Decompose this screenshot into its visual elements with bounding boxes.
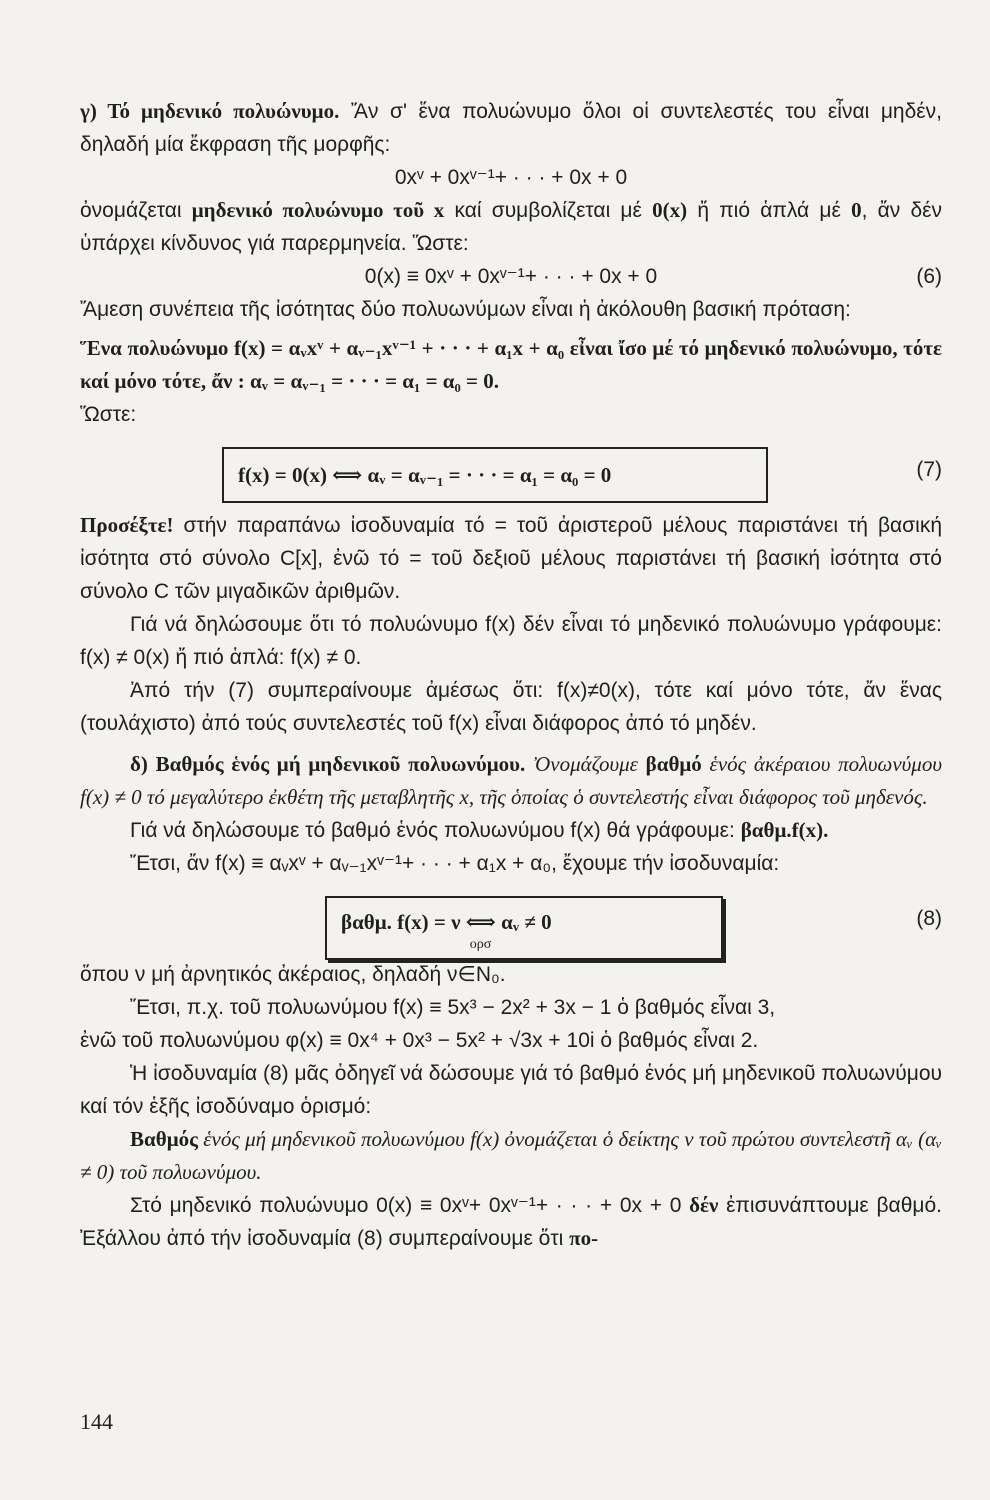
paragraph-degree-definition: δ) Βαθμός ἑνός μή μηδενικοῦ πολυωνύμου. Ὀνομάζουμε βαθμό ἑνός ἀκέραιου πολυωνύμου f(x) ≠ 0 τό μεγαλύτερο ἐκθέτη τῆς μεταβλητῆς x, τῆς ὁποίας ὁ συντελεστής εἶναι διάφορος τοῦ μηδενός. [80, 752, 942, 809]
basic-proposition: Ἕνα πολυώνυμο f(x) = αᵥxᵛ + αᵥ₋₁xᵛ⁻¹ + · · · + α₁x + α₀ εἶναι ἴσο μέ τό μηδενικό πολυώνυμο, τότε καί μόνο τότε, ἄν : αᵥ = αᵥ₋₁ = · · · = α₁ = α₀ = 0. [80, 336, 942, 393]
page-number: 144 [80, 1409, 113, 1434]
equation-8-number: (8) [916, 907, 942, 930]
paragraph-zero-polynomial-name: ὀνομάζεται μηδενικό πολυώνυμο τοῦ x καί συμβολίζεται μέ 0(x) ἤ πιό ἁπλά μέ 0, ἄν δέν ὑπάρχει κίνδυνος γιά παρερμηνεία. Ὥστε: [80, 198, 942, 255]
paragraph-where: ὅπου ν μή ἀρνητικός ἀκέραιος, δηλαδή ν∈N₀. [80, 963, 506, 986]
equation-7-row [80, 439, 942, 509]
equation-7: f(x) = 0(x) ⟺ αᵥ = αᵥ₋₁ = · · · = α₁ = α₀ = 0 [238, 463, 612, 487]
expression-zero-form: 0xᵛ + 0xᵛ⁻¹+ · · · + 0x + 0 [394, 166, 628, 189]
equation-8-row [80, 888, 942, 958]
paragraph-example-2: ἐνῶ τοῦ πολυωνύμου φ(x) ≡ 0x⁴ + 0x³ − 5x² + √3x + 10i ὁ βαθμός εἶναι 2. [80, 1029, 759, 1052]
equation-7-number: (7) [916, 458, 942, 481]
equation-8-box: βαθμ. f(x) = ν ⟺ ορσ αᵥ ≠ 0 [325, 896, 723, 960]
paragraph-not-zero: Γιά νά δηλώσουμε ὅτι τό πολυώνυμο f(x) δέν εἶναι τό μηδενικό πολυώνυμο γράφουμε: f(x) ≠ 0(x) ἤ πιό ἁπλά: f(x) ≠ 0. [80, 613, 942, 669]
equation-8-under-label: ορσ [469, 937, 492, 952]
page-content [80, 95, 942, 1255]
paragraph-attention: Προσέξτε! στήν παραπάνω ἰσοδυναμία τό = τοῦ ἀριστεροῦ μέλους παριστάνει τή βασική ἰσότητα στό σύνολο C[x], ἐνῶ τό = τοῦ δεξιοῦ μέλους παριστάνει τή βασική ἰσότητα στό σύνολο C τῶν μιγαδικῶν ἀριθμῶν. [80, 513, 942, 603]
paragraph-zero-polynomial-intro: γ) Τό μηδενικό πολυώνυμο. Ἄν σ' ἕνα πολυώνυμο ὅλοι οἱ συντελεστές του εἶναι μηδέν, δηλαδή μία ἔκφραση τῆς μορφῆς: [80, 99, 942, 156]
paragraph-zero-degree: Στό μηδενικό πολυώνυμο 0(x) ≡ 0xᵛ+ 0xᵛ⁻¹+ · · · + 0x + 0 δέν ἐπισυνάπτουμε βαθμό. Ἐξάλλου ἀπό τήν ἰσοδυναμία (8) συμπεραίνουμε ὅτι πο- [80, 1193, 942, 1250]
equation-6-number: (6) [916, 265, 942, 288]
section-heading-zero-polynomial: γ) Τό μηδενικό πολυώνυμο. [80, 99, 340, 123]
paragraph-leads: Ἡ ἰσοδυναμία (8) μᾶς ὁδηγεῖ νά δώσουμε γιά τό βαθμό ἑνός μή μηδενικοῦ πολυωνύμου καί τόν ἑξῆς ἰσοδύναμο ὁρισμό: [80, 1062, 942, 1118]
paragraph-degree-definition-2: Βαθμός ἑνός μή μηδενικοῦ πολυωνύμου f(x) ὀνομάζεται ὁ δείκτης ν τοῦ πρώτου συντελεστῆ αᵥ (αᵥ ≠ 0) τοῦ πολυωνύμου. [80, 1127, 942, 1184]
equation-7-box [222, 447, 768, 503]
hoste-label: Ὥστε: [80, 403, 137, 426]
equation-6-row [80, 260, 942, 293]
section-heading-degree: δ) Βαθμός ἑνός μή μηδενικοῦ πολυωνύμου. [130, 752, 526, 776]
paragraph-example-1: Ἔτσι, π.χ. τοῦ πολυωνύμου f(x) ≡ 5x³ − 2x² + 3x − 1 ὁ βαθμός εἶναι 3, [130, 996, 776, 1019]
paragraph-consequence: Ἄμεση συνέπεια τῆς ἰσότητας δύο πολυωνύμων εἶναι ἡ ἀκόλουθη βασική πρόταση: [80, 298, 851, 321]
paragraph-degree-notation: Γιά νά δηλώσουμε τό βαθμό ἑνός πολυωνύμου f(x) θά γράφουμε: βαθμ.f(x). [130, 818, 829, 842]
paragraph-conclude: Ἀπό τήν (7) συμπεραίνουμε ἀμέσως ὅτι: f(x)≠0(x), τότε καί μόνο τότε, ἄν ἕνας (τουλάχιστο) ἀπό τούς συντελεστές τοῦ f(x) εἶναι διάφορος ἀπό τό μηδέν. [80, 679, 942, 735]
paragraph-thus: Ἔτσι, ἄν f(x) ≡ αᵥxᵛ + αᵥ₋₁xᵛ⁻¹+ · · · + α₁x + α₀, ἔχουμε τήν ἰσοδυναμία: [130, 852, 780, 875]
equation-6: 0(x) ≡ 0xᵛ + 0xᵛ⁻¹+ · · · + 0x + 0 [364, 265, 658, 288]
